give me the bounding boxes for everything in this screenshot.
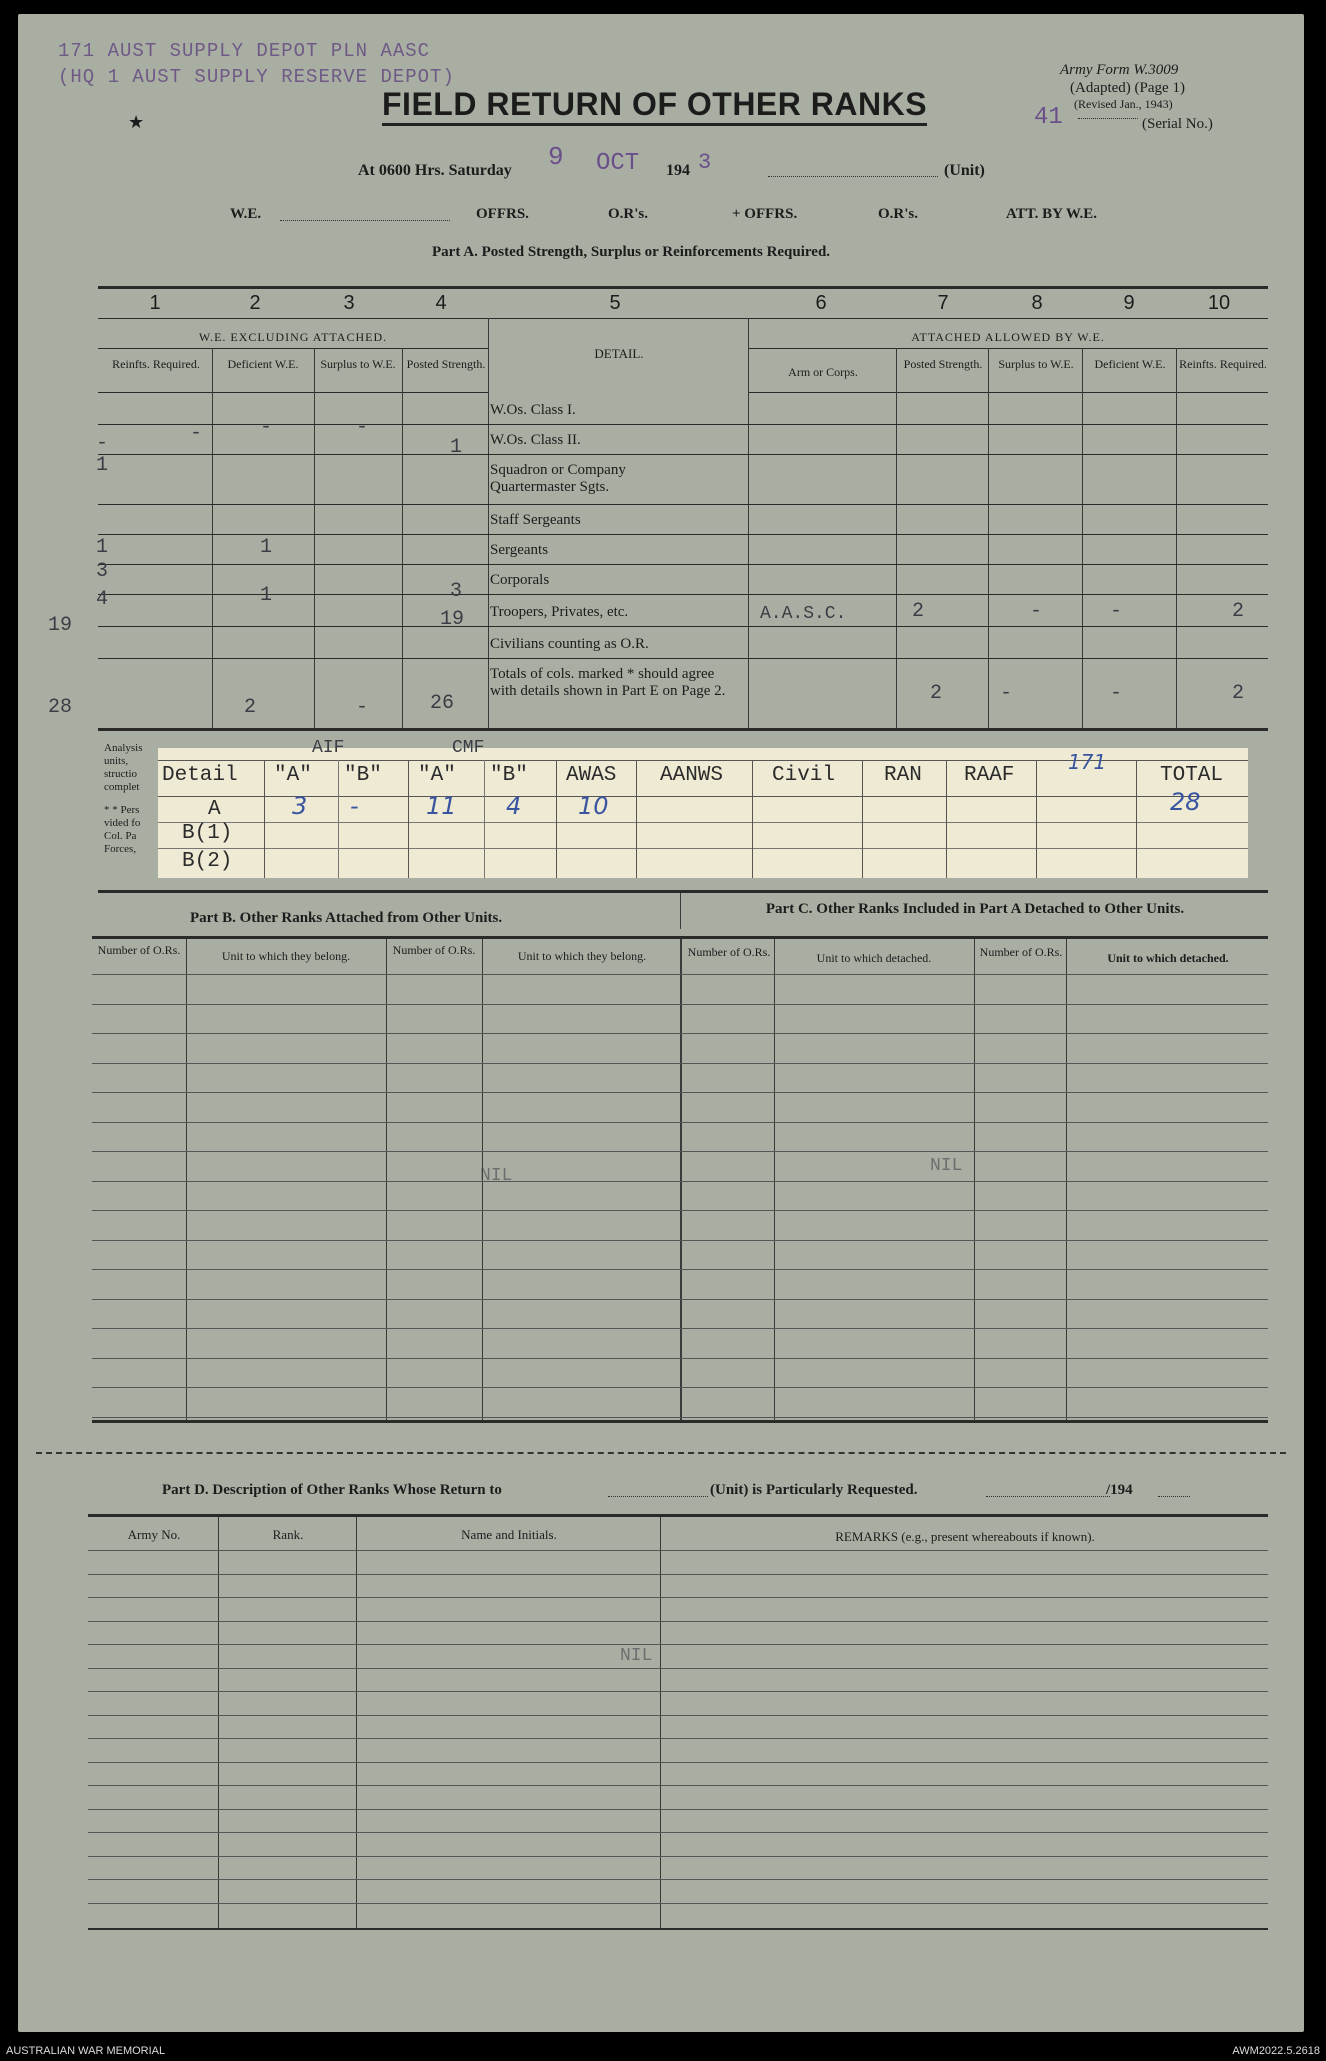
ruled-line [88, 1856, 1268, 1857]
col-number-6: 6 [815, 292, 827, 314]
ruled-line [92, 1063, 1268, 1064]
unit-label: (Unit) [944, 162, 985, 179]
part-c-col-number-1: Number of O.Rs. [687, 945, 771, 959]
col-number-7: 7 [937, 292, 949, 314]
row-detail-totals: Totals of cols. marked * should agree with details shown in Part E on Page 2. [490, 666, 726, 699]
att-by-we-label: ATT. BY W.E. [1006, 206, 1098, 222]
slip-header-total: TOTAL [1160, 764, 1224, 787]
part-d-title-mid: (Unit) is Particularly Requested. [710, 1482, 918, 1498]
offrs-label: OFFRS. [476, 206, 529, 222]
cut-line [36, 1452, 1286, 1454]
ruled-line [88, 1738, 1268, 1739]
slip-header-aif-b: "B" [344, 764, 382, 787]
ruled-line [92, 1417, 1268, 1418]
slip-a-cmf-b: 4 [506, 792, 522, 820]
plus-offrs-label: + OFFRS. [732, 206, 798, 222]
c2-troopers: 1 [260, 584, 273, 607]
col-number-3: 3 [343, 292, 355, 314]
part-d-col-remarks: REMARKS (e.g., present whereabouts if known). [835, 1529, 1095, 1544]
ruled-line [92, 1122, 1268, 1123]
ruled-line [92, 974, 1268, 975]
c10-header: Reinfts. Required. [1179, 357, 1267, 371]
row-detail-wo1: W.Os. Class I. [490, 402, 576, 418]
date-day: 9 [548, 142, 564, 172]
c6-header: Arm or Corps. [788, 365, 858, 379]
group-cmf: CMF [452, 738, 485, 758]
part-a-top-rule [98, 286, 1268, 289]
ruled-line [88, 1691, 1268, 1692]
part-c-col-unit-1: Unit to which detached. [816, 951, 932, 965]
ruled-line [88, 1597, 1268, 1598]
attached-allowed-header: ATTACHED ALLOWED BY W.E. [911, 330, 1105, 344]
at-hours-label: At 0600 Hrs. Saturday [358, 162, 512, 179]
part-d-title-pre: Part D. Description of Other Ranks Whose Return to [162, 1482, 502, 1498]
c8-troopers: - [1030, 600, 1043, 623]
c4-header: Posted Strength. [406, 357, 486, 371]
date-year-prefix: 194 [666, 162, 690, 179]
slip-header-aanws: AANWS [660, 764, 724, 787]
row-detail-cqms: Squadron or Company Quartermaster Sgts. [490, 462, 626, 495]
part-b-col-number-2: Number of O.Rs. [392, 943, 476, 957]
c4-wo2: 1 [450, 436, 463, 459]
c4-cpls: 3 [450, 580, 463, 603]
ruled-line [88, 1809, 1268, 1810]
slip-hand-mark: 171 [1068, 750, 1107, 774]
slip-a-total: 28 [1170, 788, 1201, 816]
c3-wo1: - [356, 416, 369, 439]
row-detail-staff-sgts: Staff Sergeants [490, 512, 581, 528]
ruled-line [88, 1550, 1268, 1551]
ruled-line [92, 1387, 1268, 1388]
c9-totals: - [1110, 682, 1123, 705]
col-number-1: 1 [149, 292, 161, 314]
c2-sgts: 1 [260, 536, 273, 559]
part-b-col-number-1: Number of O.Rs. [97, 943, 181, 957]
row-detail-sergeants: Sergeants [490, 542, 549, 558]
unit-stamp-line1: 171 AUST SUPPLY DEPOT PLN AASC [58, 40, 431, 62]
c10-totals: 2 [1232, 682, 1245, 705]
slip-header-civil: Civil [772, 764, 836, 787]
row-detail-corporals: Corporals [490, 572, 550, 588]
ruled-line [92, 1092, 1268, 1093]
slip-header-aif-a: "A" [274, 764, 312, 787]
c2-totals: 2 [244, 696, 257, 719]
slip-a-aif-a: 3 [292, 792, 308, 820]
ruled-line [88, 1785, 1268, 1786]
c1-sgts: 1 [96, 536, 109, 559]
unit-stamp-line2: (HQ 1 AUST SUPPLY RESERVE DEPOT) [58, 66, 455, 88]
part-a-bottom-rule [98, 728, 1268, 731]
ruled-line [88, 1762, 1268, 1763]
slip-header-raaf: RAAF [964, 764, 1015, 787]
c10-troopers: 2 [1232, 600, 1245, 623]
part-b-col-unit-2: Unit to which they belong. [517, 949, 647, 963]
c1-header: Reinfts. Required. [112, 357, 200, 371]
c7-troopers: 2 [912, 600, 925, 623]
slip-header-detail: Detail [162, 764, 238, 787]
c3-header: Surplus to W.E. [320, 357, 396, 371]
part-d-col-army-no: Army No. [127, 1527, 181, 1542]
c7-header: Posted Strength. [903, 357, 983, 371]
c1-wo1: - [190, 422, 203, 445]
col-number-2: 2 [249, 292, 261, 314]
footer-left: AUSTRALIAN WAR MEMORIAL [6, 2045, 166, 2057]
slip-header-ran: RAN [884, 764, 922, 787]
ruled-line [88, 1574, 1268, 1575]
form-title: FIELD RETURN OF OTHER RANKS [382, 86, 927, 126]
col-number-8: 8 [1031, 292, 1043, 314]
group-aif: AIF [312, 738, 345, 758]
slip-header-awas: AWAS [566, 764, 617, 787]
ruled-line [92, 1358, 1268, 1359]
c1-civilians: 19 [48, 614, 73, 637]
part-d-title-year: /194 [1106, 1482, 1133, 1498]
ruled-line [92, 1004, 1268, 1005]
c1-troopers: 4 [96, 588, 109, 611]
part-c-col-unit-2: Unit to which detached. [1107, 951, 1229, 965]
ruled-line [88, 1832, 1268, 1833]
part-b-nil: NIL [480, 1166, 513, 1186]
ors-label-2: O.R's. [878, 206, 919, 222]
part-c-title: Part C. Other Ranks Included in Part A Detached to Other Units. [765, 901, 1185, 917]
ruled-line [92, 1181, 1268, 1182]
slip-a-aif-b: - [350, 792, 359, 820]
slip-header-cmf-b: "B" [490, 764, 528, 787]
row-detail-wo2: W.Os. Class II. [490, 432, 581, 448]
adapted-label: (Adapted) (Page 1) [1070, 80, 1185, 96]
c3-totals: - [356, 696, 369, 719]
row-detail-troopers: Troopers, Privates, etc. [490, 604, 629, 620]
star-mark: ★ [128, 112, 145, 132]
part-d-col-rank: Rank. [272, 1527, 304, 1542]
ruled-line [88, 1715, 1268, 1716]
serial-label: (Serial No.) [1142, 116, 1213, 132]
army-form-label: Army Form W.3009 [1060, 62, 1179, 78]
part-b-title: Part B. Other Ranks Attached from Other Units. [190, 910, 503, 926]
ruled-line [88, 1644, 1268, 1645]
slip-header-cmf-a: "A" [418, 764, 456, 787]
c4-troopers: 19 [440, 608, 465, 631]
c8-totals: - [1000, 682, 1013, 705]
row-detail-civilians: Civilians counting as O.R. [490, 636, 649, 652]
slip-a-cmf-a: 11 [426, 792, 457, 820]
serial-number: 41 [1034, 104, 1063, 131]
footer-right: AWM2022.5.2618 [1232, 2045, 1320, 2057]
ruled-line [92, 1033, 1268, 1034]
c7-totals: 2 [930, 682, 943, 705]
c1-wo2: - [96, 432, 109, 455]
part-d-col-name: Name and Initials. [461, 1527, 557, 1542]
c9-troopers: - [1110, 600, 1123, 623]
part-d-nil: NIL [620, 1646, 653, 1666]
col-number-10: 10 [1207, 292, 1231, 314]
ruled-line [92, 1151, 1268, 1152]
date-month: OCT [596, 150, 640, 177]
col-number-4: 4 [435, 292, 447, 314]
we-excluding-attached-header: W.E. EXCLUDING ATTACHED. [198, 330, 388, 344]
ruled-line [92, 1240, 1268, 1241]
ruled-line [92, 1328, 1268, 1329]
ruled-line [88, 1903, 1268, 1904]
c2-wo1: - [260, 416, 273, 439]
ors-label: O.R's. [608, 206, 649, 222]
detail-header: DETAIL. [594, 346, 644, 361]
c2-header: Deficient W.E. [227, 357, 299, 371]
date-year-suffix: 3 [698, 150, 712, 175]
c6-troopers: A.A.S.C. [760, 604, 847, 624]
form-sheet [18, 14, 1304, 2032]
col-number-5: 5 [609, 292, 621, 314]
col-number-9: 9 [1123, 292, 1135, 314]
ruled-line [88, 1879, 1268, 1880]
slip-row-a-label: A [208, 798, 221, 821]
slip-a-awas: 10 [578, 792, 609, 820]
c1-cqms: 1 [96, 454, 109, 477]
c4-totals: 26 [430, 692, 455, 715]
ruled-line [92, 1299, 1268, 1300]
c1-cpls: 3 [96, 560, 109, 583]
c8-header: Surplus to W.E. [998, 357, 1074, 371]
ruled-line [88, 1668, 1268, 1669]
ruled-line [92, 1269, 1268, 1270]
c1-totals: 28 [48, 696, 73, 719]
part-a-title: Part A. Posted Strength, Surplus or Reinforcements Required. [432, 244, 831, 260]
part-c-col-number-2: Number of O.Rs. [979, 945, 1063, 959]
ruled-line [92, 1210, 1268, 1211]
slip-row-b2-label: B(2) [182, 850, 233, 873]
we-label: W.E. [230, 206, 262, 222]
part-c-nil: NIL [930, 1156, 963, 1176]
revised-label: (Revised Jan., 1943) [1074, 97, 1173, 111]
ruled-line [88, 1621, 1268, 1622]
c9-header: Deficient W.E. [1094, 357, 1166, 371]
part-b-col-unit-1: Unit to which they belong. [221, 949, 351, 963]
slip-row-b1-label: B(1) [182, 822, 233, 845]
analysis-side-text: Analysis units, structio complet * * Pers vided fo Col. Pa Forces, [104, 742, 143, 855]
